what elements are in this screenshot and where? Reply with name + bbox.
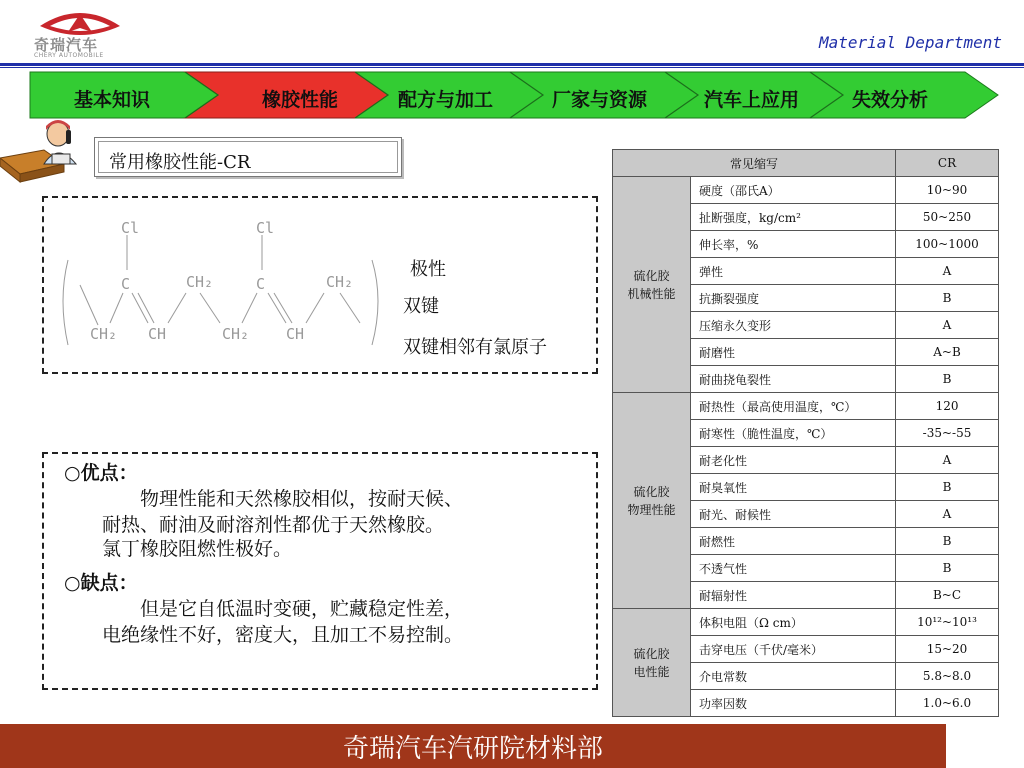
- property-value: 10¹²~10¹³: [896, 609, 999, 636]
- property-name: 耐辐射性: [691, 582, 896, 609]
- property-name: 耐磨性: [691, 339, 896, 366]
- property-value: A~B: [896, 339, 999, 366]
- property-table: [612, 149, 999, 717]
- tab-suppliers-resources[interactable]: 厂家与资源: [552, 89, 648, 111]
- group-label: [613, 393, 691, 609]
- footer-text: 奇瑞汽车汽研院材料部: [342, 734, 603, 764]
- header-rule: [0, 63, 1024, 66]
- property-name: 击穿电压（千伏/毫米）: [691, 636, 896, 663]
- property-value: 1.0~6.0: [896, 690, 999, 717]
- cons-line-2: 电绝缘性不好，密度大，且加工不易控制。: [102, 624, 464, 646]
- property-name: 介电常数: [691, 663, 896, 690]
- table-header-label: 常见缩写: [613, 150, 896, 177]
- table-row: [613, 177, 999, 204]
- note-adjacent-chlorine: 双键相邻有氯原子: [403, 337, 547, 358]
- group-label-line1: 硫化胶: [633, 484, 670, 499]
- property-name: 抗撕裂强度: [691, 285, 896, 312]
- table-row: [613, 393, 999, 420]
- atom-ch-2: CH: [286, 325, 305, 343]
- property-name: 压缩永久变形: [691, 312, 896, 339]
- property-value: B: [896, 474, 999, 501]
- atom-ch2-bottom-2: CH₂: [222, 325, 250, 343]
- property-value: -35~-55: [896, 420, 999, 447]
- atom-c-2: C: [256, 275, 266, 293]
- group-label-line1: 硫化胶: [633, 268, 670, 283]
- property-value: A: [896, 447, 999, 474]
- property-value: 50~250: [896, 204, 999, 231]
- property-value: 15~20: [896, 636, 999, 663]
- group-label-line2: 电性能: [633, 664, 670, 679]
- property-name: 功率因数: [691, 690, 896, 717]
- property-value: B: [896, 528, 999, 555]
- cons-line-1: 但是它自低温时变硬，贮藏稳定性差，: [140, 598, 464, 620]
- chloroprene-structure-diagram: [50, 205, 395, 365]
- note-polarity: 极性: [410, 259, 446, 280]
- tab-failure-analysis[interactable]: 失效分析: [852, 89, 929, 111]
- note-double-bond: 双键: [403, 296, 439, 317]
- property-name: 硬度（邵氏A）: [691, 177, 896, 204]
- property-value: B: [896, 555, 999, 582]
- section-title-box: [94, 137, 402, 177]
- group-label-line2: 物理性能: [627, 502, 676, 517]
- tab-basic-knowledge[interactable]: 基本知识: [74, 89, 151, 111]
- property-name: 耐光、耐候性: [691, 501, 896, 528]
- logo-subtitle: CHERY AUTOMOBILE: [34, 52, 104, 59]
- tab-formula-processing[interactable]: 配方与加工: [398, 89, 494, 111]
- pros-line-1: 物理性能和天然橡胶相似，按耐天候、: [140, 488, 464, 510]
- tab-rubber-performance[interactable]: 橡胶性能: [262, 89, 339, 111]
- property-value: B: [896, 366, 999, 393]
- table-header-value: CR: [896, 150, 999, 177]
- property-value: A: [896, 501, 999, 528]
- section-title: 常用橡胶性能-CR: [109, 152, 251, 173]
- group-label: [613, 177, 691, 393]
- logo-name: 奇瑞汽车: [34, 36, 99, 54]
- property-value: A: [896, 258, 999, 285]
- property-name: 伸长率，%: [691, 231, 896, 258]
- pros-heading: ○优点：: [64, 462, 138, 484]
- table-header-row: [613, 150, 999, 177]
- atom-ch-1: CH: [148, 325, 167, 343]
- group-label-line2: 机械性能: [627, 286, 676, 301]
- property-name: 扯断强度，kg/cm²: [691, 204, 896, 231]
- property-value: B~C: [896, 582, 999, 609]
- group-label: [613, 609, 691, 717]
- department-label: Material Department: [818, 33, 1002, 52]
- property-name: 耐老化性: [691, 447, 896, 474]
- property-name: 体积电阻（Ω cm）: [691, 609, 896, 636]
- person-at-desk-clipart: [0, 120, 100, 190]
- atom-c-1: C: [121, 275, 131, 293]
- tab-automotive-application[interactable]: 汽车上应用: [704, 89, 800, 111]
- property-name: 耐寒性（脆性温度，℃）: [691, 420, 896, 447]
- property-name: 弹性: [691, 258, 896, 285]
- property-value: 120: [896, 393, 999, 420]
- cons-heading: ○缺点：: [64, 572, 138, 594]
- pros-line-2: 耐热、耐油及耐溶剂性都优于天然橡胶。: [102, 514, 445, 536]
- atom-ch2-top-1: CH₂: [186, 273, 214, 291]
- property-name: 不透气性: [691, 555, 896, 582]
- property-value: 100~1000: [896, 231, 999, 258]
- atom-ch2-top-2: CH₂: [326, 273, 354, 291]
- property-name: 耐曲挠龟裂性: [691, 366, 896, 393]
- property-value: B: [896, 285, 999, 312]
- atom-cl-2: Cl: [256, 219, 275, 237]
- atom-ch2-bottom-1: CH₂: [90, 325, 118, 343]
- table-row: [613, 609, 999, 636]
- property-name: 耐热性（最高使用温度，℃）: [691, 393, 896, 420]
- property-name: 耐臭氧性: [691, 474, 896, 501]
- property-value: 5.8~8.0: [896, 663, 999, 690]
- property-value: 10~90: [896, 177, 999, 204]
- property-value: A: [896, 312, 999, 339]
- property-name: 耐燃性: [691, 528, 896, 555]
- group-label-line1: 硫化胶: [633, 646, 670, 661]
- pros-line-3: 氯丁橡胶阻燃性极好。: [102, 538, 293, 560]
- atom-cl-1: Cl: [121, 219, 140, 237]
